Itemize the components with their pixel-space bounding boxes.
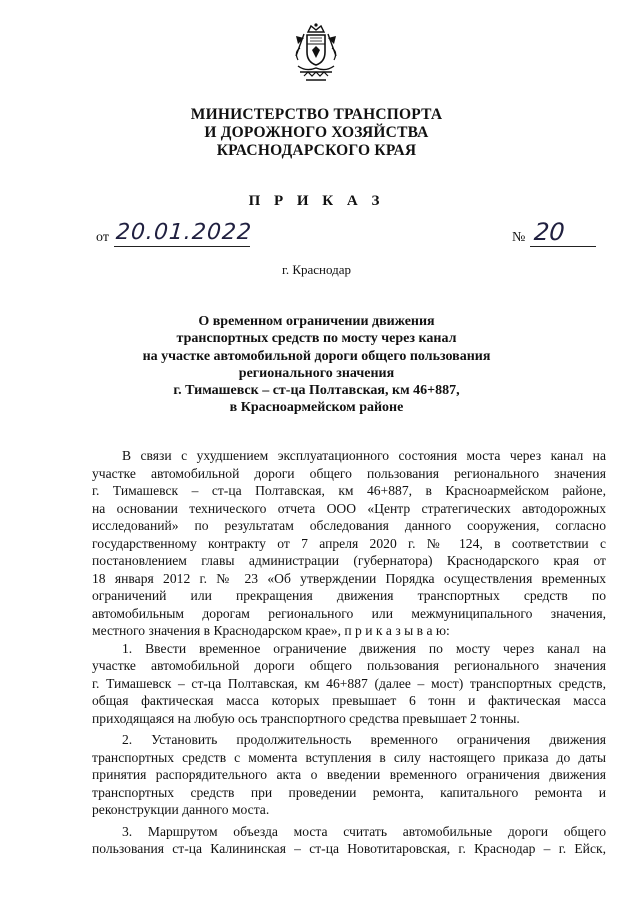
order-subject <box>0 313 633 417</box>
date-underline <box>114 246 250 247</box>
ministry-line: И ДОРОЖНОГО ХОЗЯЙСТВА <box>204 124 429 141</box>
preamble-line: исследований» по результатам обследования данного сооружения, согласно <box>92 518 606 533</box>
subject-line: на участке автомобильной дороги общего пользования <box>142 348 491 364</box>
ministry-name <box>0 106 633 160</box>
item2-line: транспортных средств при проведении ремонта, капитального ремонта и <box>92 784 606 800</box>
preamble-line: 18 января 2012 г. № 23 «Об утверждении Порядка осуществления временных <box>92 570 606 586</box>
order-body <box>92 447 606 858</box>
item2-line: транспортных средств с момента вступления в силу настоящего приказа до даты <box>92 749 606 765</box>
preamble-line: участке автомобильной дороги общего пользования регионального значения <box>92 465 606 481</box>
coat-of-arms-icon <box>286 22 346 86</box>
preamble-line: постановлением главы администрации (губернатора) Краснодарского края от <box>92 553 606 568</box>
item2-line: реконструкции данного моста. <box>92 802 270 817</box>
subject-line: О временном ограничении движения <box>198 314 435 329</box>
date-prefix: от <box>96 230 109 245</box>
preamble-line: автомобильным дорогам регионального или межмуниципального значения, <box>92 605 606 621</box>
number-underline <box>530 246 596 247</box>
preamble-line: местного значения в Краснодарском крае», п р и к а з ы в а ю: <box>92 623 450 638</box>
item2-line: 2. Установить продолжительность временного ограничения движения <box>122 732 606 747</box>
preamble-line: на основании технического отчета ООО «Центр стратегических автодорожных <box>92 500 606 516</box>
item3-line: 3. Маршрутом объезда моста считать автомобильные дороги общего <box>122 823 606 839</box>
preamble-line: ограничений или прекращения движения транспортных средств по <box>92 588 606 603</box>
order-number: 20 <box>533 218 566 246</box>
ministry-line: МИНИСТЕРСТВО ТРАНСПОРТА <box>190 106 443 123</box>
item1-line: общая фактическая масса которых превышает 6 тонн и фактическая масса <box>92 693 606 708</box>
order-title: П Р И К А З <box>248 193 385 209</box>
preamble-line: В связи с ухудшением эксплуатационного состояния моста через канал на <box>122 448 606 463</box>
item1-line: приходящаяся на любую ось транспортного средства превышает 2 тонны. <box>92 710 520 726</box>
subject-line: транспортных средств по мосту через канал <box>176 331 457 347</box>
order-date: 20.01.2022 <box>115 220 253 245</box>
item3-line: пользования ст-ца Калининская – ст-ца Новотитаровская, г. Краснодар – г. Ейск, <box>92 841 606 856</box>
preamble-line: государственному контракту от 7 апреля 2020 г. № 124, в соответствии с <box>92 535 606 551</box>
ministry-line: КРАСНОДАРСКОГО КРАЯ <box>216 142 417 159</box>
subject-line: в Красноармейском районе <box>229 400 404 416</box>
order-city: г. Краснодар <box>281 262 352 277</box>
subject-line: регионального значения <box>238 365 395 381</box>
item2-line: принятия распорядительного акта о введении временного ограничения движения <box>92 767 606 782</box>
preamble-line: г. Тимашевск – ст-ца Полтавская, км 46+887, в Красноармейском районе, <box>92 483 606 498</box>
item1-line: г. Тимашевск – ст-ца Полтавская, км 46+887 (далее – мост) транспортных средств, <box>92 675 606 691</box>
item1-line: участке автомобильной дороги общего пользования регионального значения <box>92 658 606 673</box>
item1-line: 1. Ввести временное ограничение движения по мосту через канал на <box>122 640 606 656</box>
order-date-number-row <box>96 218 606 252</box>
subject-line: г. Тимашевск – ст-ца Полтавская, км 46+887, <box>173 383 460 399</box>
number-prefix: № <box>512 230 526 245</box>
